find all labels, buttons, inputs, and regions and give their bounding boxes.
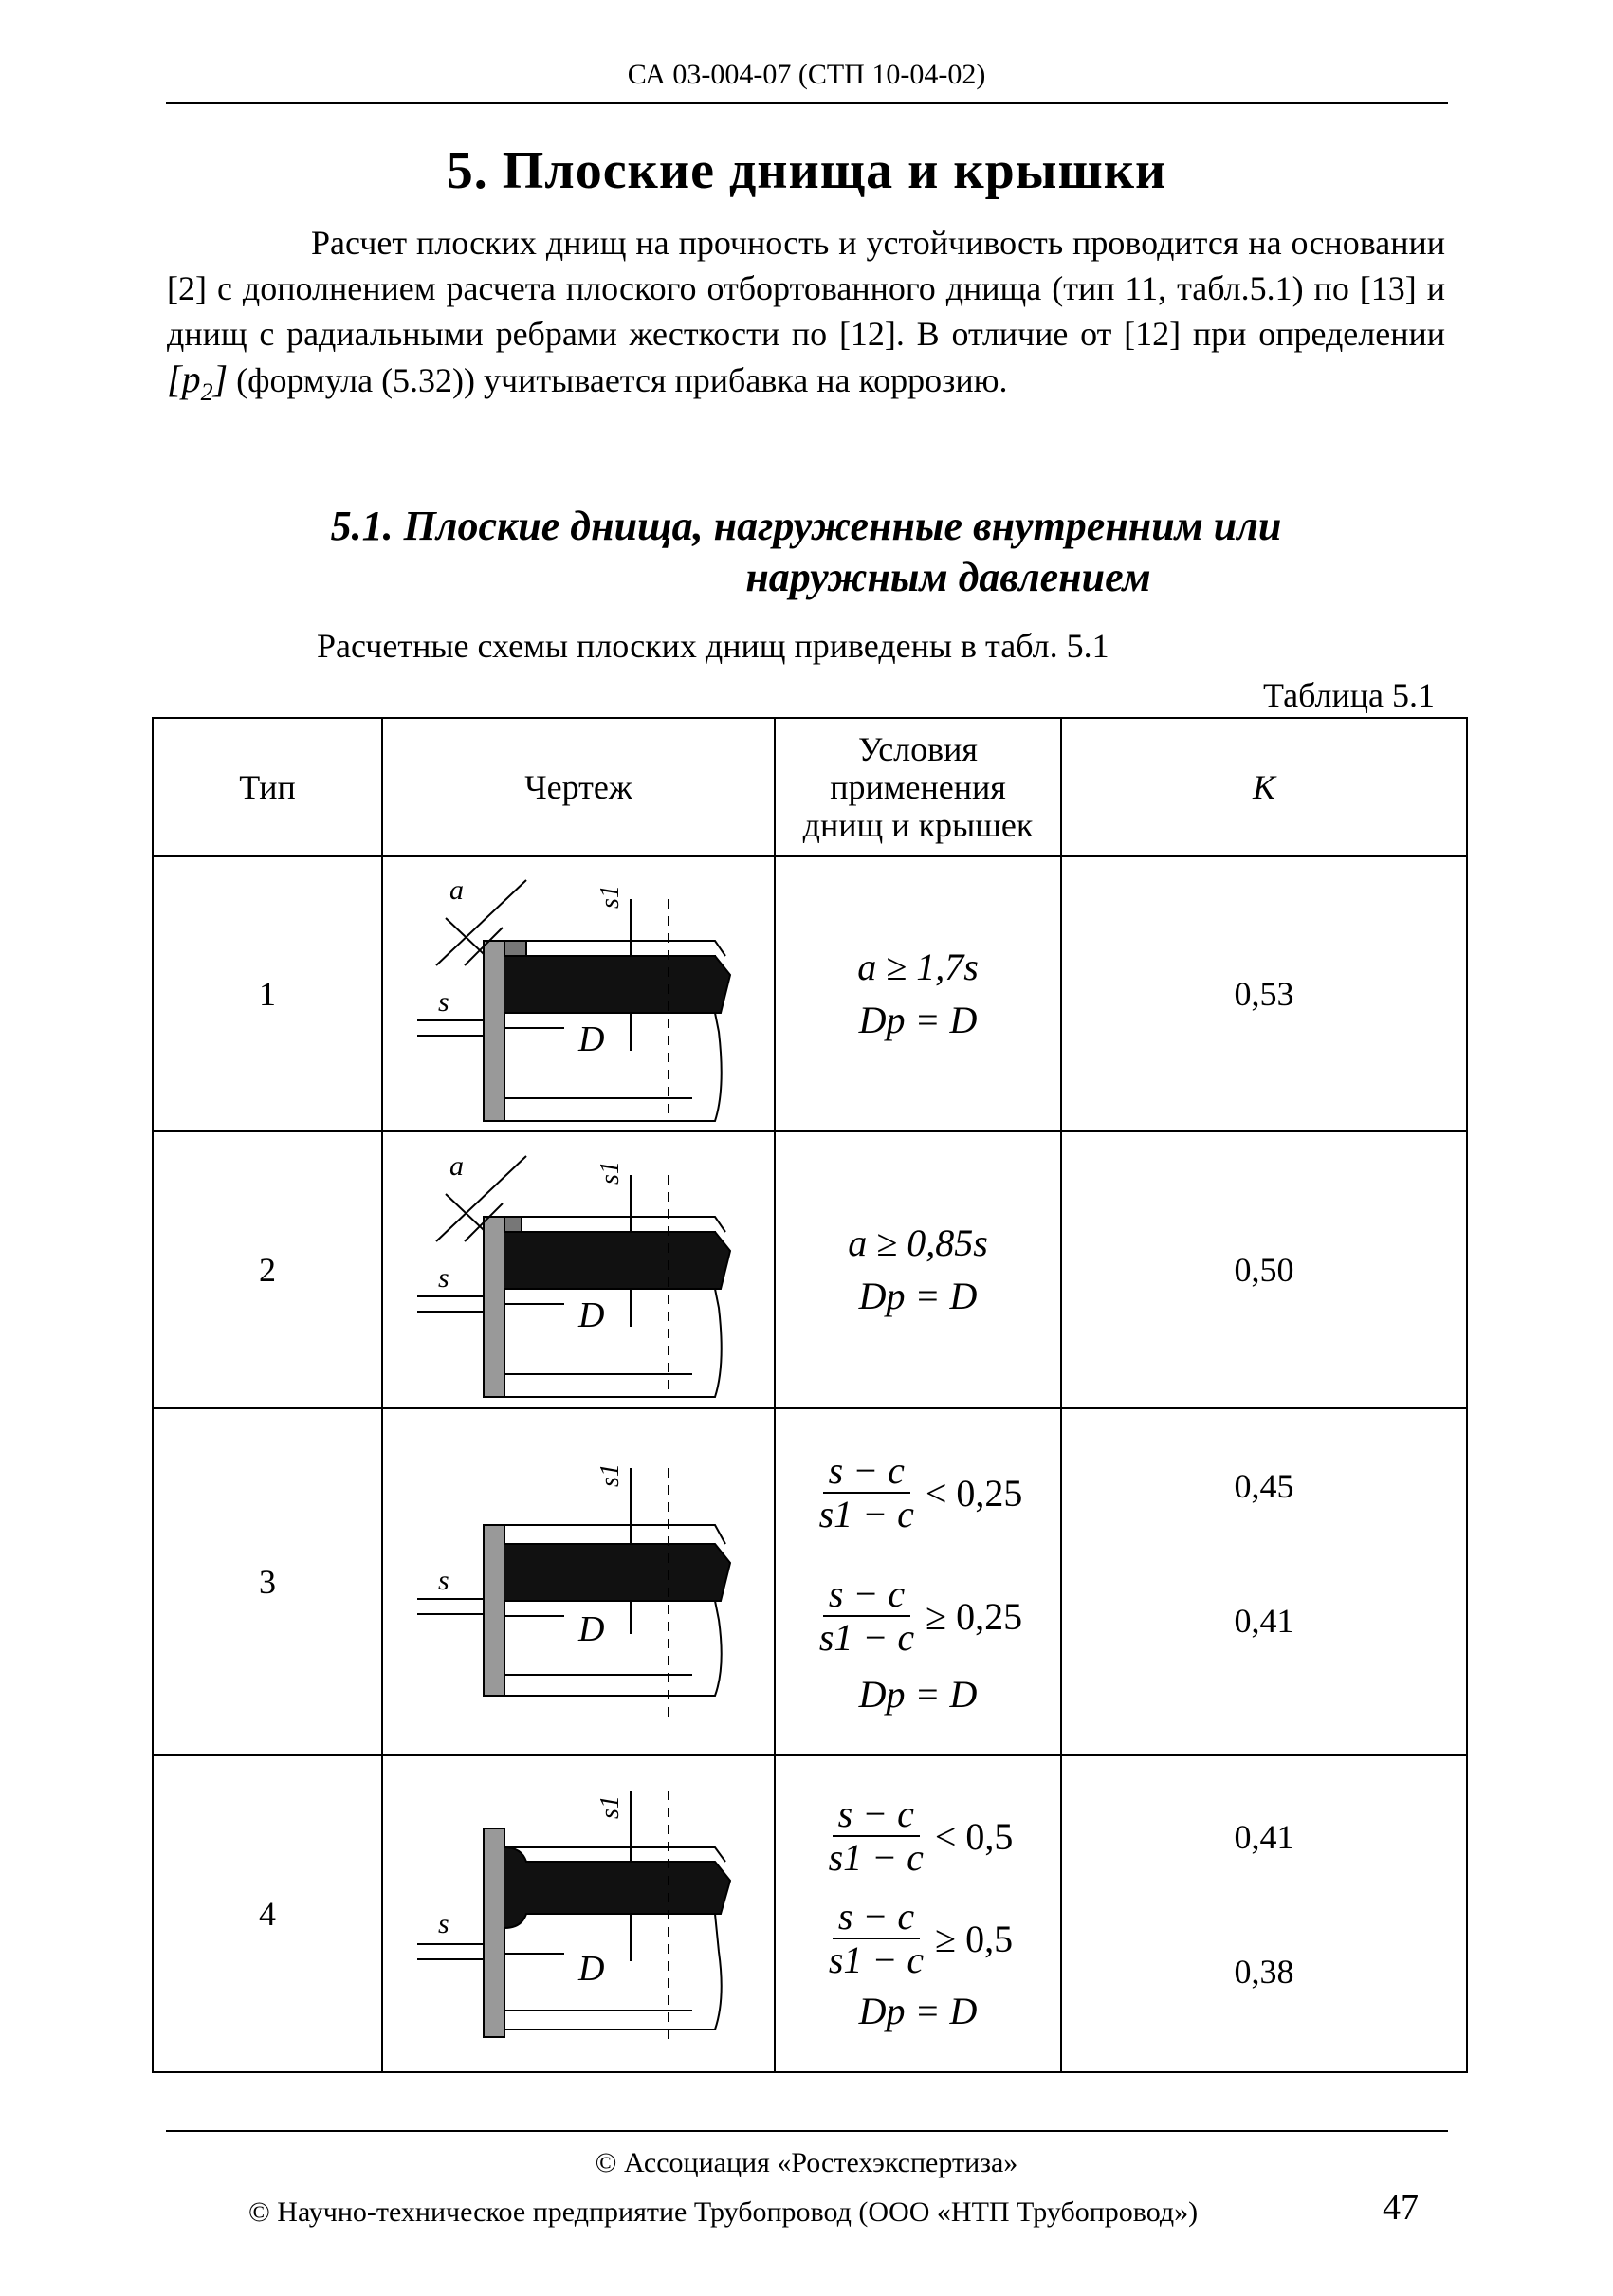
- condition-2: $\frac{s - c}{s1 - c}$ ≥ 0,5: [776, 1896, 1060, 1981]
- header-rule: [166, 102, 1448, 104]
- footer-copyright-1: © Ассоциация «Ростехэкспертиза»: [595, 2147, 1018, 2178]
- drawing-label-a: a: [449, 1150, 464, 1182]
- header-drawing: Чертеж: [382, 718, 775, 856]
- drawing-label-s: s: [438, 986, 449, 1018]
- drawing-label-d: D: [578, 1949, 605, 1989]
- row-type: 2: [153, 1131, 382, 1408]
- drawing-label-d: D: [578, 1609, 605, 1649]
- condition-1: $\frac{s - c}{s1 - c}$ < 0,5: [776, 1793, 1060, 1879]
- subsection-title-line2: наружным давлением: [745, 554, 1151, 600]
- table-row: [153, 1131, 1467, 1408]
- bottom-drawing-type-1: [398, 861, 759, 1127]
- condition-a: a ≥ 1,7s: [857, 946, 979, 988]
- footer-copyright-2: © Научно-техническое предприятие Трубопровод (ООО «НТП Трубопровод»): [248, 2196, 1199, 2228]
- drawing-label-s1: s1: [596, 1795, 625, 1819]
- k-value-2: 0,38: [1234, 1953, 1294, 1991]
- bottoms-table: [152, 717, 1468, 2073]
- section-title: 5. Плоские днища и крышки: [446, 141, 1167, 200]
- conditions-cell: [775, 1131, 1061, 1408]
- table-label: Таблица 5.1: [1263, 676, 1435, 714]
- header-type: Тип: [153, 718, 382, 856]
- condition-dp: Dp = D: [858, 1673, 978, 1716]
- table-row: [153, 1408, 1467, 1755]
- drawing-cell: [382, 1755, 775, 2072]
- bottom-drawing-type-4: [398, 1772, 759, 2056]
- conditions-cell: [775, 1408, 1061, 1755]
- bottom-drawing-type-2: [398, 1137, 759, 1403]
- k-value: 0,53: [1061, 856, 1467, 1131]
- header-conditions: Условия применения днищ и крышек: [775, 718, 1061, 856]
- condition-dp: Dp = D: [858, 999, 978, 1041]
- ratio-fraction: $\frac{s - c}{s1 - c}$: [828, 1792, 924, 1879]
- subsection-title: [167, 501, 1445, 603]
- conditions-cell: [775, 856, 1061, 1131]
- drawing-cell: [382, 1408, 775, 1755]
- condition-1: $\frac{s - c}{s1 - c}$ < 0,25: [776, 1450, 1060, 1535]
- subsection-title-line1: 5.1. Плоские днища, нагруженные внутренним или: [330, 503, 1282, 549]
- drawing-label-s1: s1: [596, 885, 625, 909]
- condition-2: $\frac{s - c}{s1 - c}$ ≥ 0,25: [776, 1573, 1060, 1659]
- intro-text-before: Расчет плоских днищ на прочность и устойчивость проводится на основании [2] с дополнением расчета плоского отбортованного днища (тип 11, табл.5.1) по [13] и днищ с радиальными ребрами жесткости по [12]. В отличие от [12] при определении: [167, 224, 1445, 353]
- drawing-cell: [382, 1131, 775, 1408]
- drawing-label-s: s: [438, 1908, 449, 1939]
- k-value-1: 0,41: [1234, 1818, 1294, 1856]
- drawing-label-d: D: [578, 1019, 605, 1059]
- lead-text: Расчетные схемы плоских днищ приведены в табл. 5.1: [317, 627, 1109, 665]
- ratio-fraction: $\frac{s - c}{s1 - c}$: [818, 1572, 915, 1659]
- table-row: [153, 856, 1467, 1131]
- row-type: 4: [153, 1755, 382, 2072]
- drawing-label-s: s: [438, 1262, 449, 1294]
- ratio-fraction: $\frac{s - c}{s1 - c}$: [818, 1449, 914, 1535]
- header-k: K: [1061, 718, 1467, 856]
- intro-paragraph: [167, 220, 1445, 415]
- condition-dp: Dp = D: [858, 1990, 978, 2032]
- table-row: [153, 1755, 1467, 2072]
- p2-symbol: $[p_2]$: [167, 358, 229, 406]
- k-value: 0,50: [1061, 1131, 1467, 1408]
- drawing-label-s1: s1: [596, 1161, 625, 1185]
- drawing-label-a: a: [449, 874, 464, 906]
- ratio-fraction: $\frac{s - c}{s1 - c}$: [828, 1895, 925, 1981]
- drawing-cell: [382, 856, 775, 1131]
- table-header-row: [153, 718, 1467, 856]
- conditions-cell: [775, 1755, 1061, 2072]
- k-value-2: 0,41: [1234, 1602, 1294, 1640]
- drawing-label-s1: s1: [596, 1463, 625, 1487]
- footer-rule: [166, 2130, 1448, 2132]
- k-value-1: 0,45: [1234, 1467, 1294, 1505]
- condition-dp: Dp = D: [858, 1275, 978, 1317]
- document-code: СА 03-004-07 (СТП 10-04-02): [627, 59, 986, 90]
- bottom-drawing-type-3: [398, 1430, 759, 1734]
- intro-text-after: (формула (5.32)) учитывается прибавка на коррозию.: [228, 361, 1008, 399]
- k-values-cell: [1061, 1755, 1467, 2072]
- drawing-label-d: D: [578, 1295, 605, 1335]
- drawing-label-s: s: [438, 1565, 449, 1596]
- row-type: 3: [153, 1408, 382, 1755]
- condition-a: a ≥ 0,85s: [848, 1221, 988, 1264]
- k-values-cell: [1061, 1408, 1467, 1755]
- row-type: 1: [153, 856, 382, 1131]
- page-number: 47: [1383, 2188, 1419, 2228]
